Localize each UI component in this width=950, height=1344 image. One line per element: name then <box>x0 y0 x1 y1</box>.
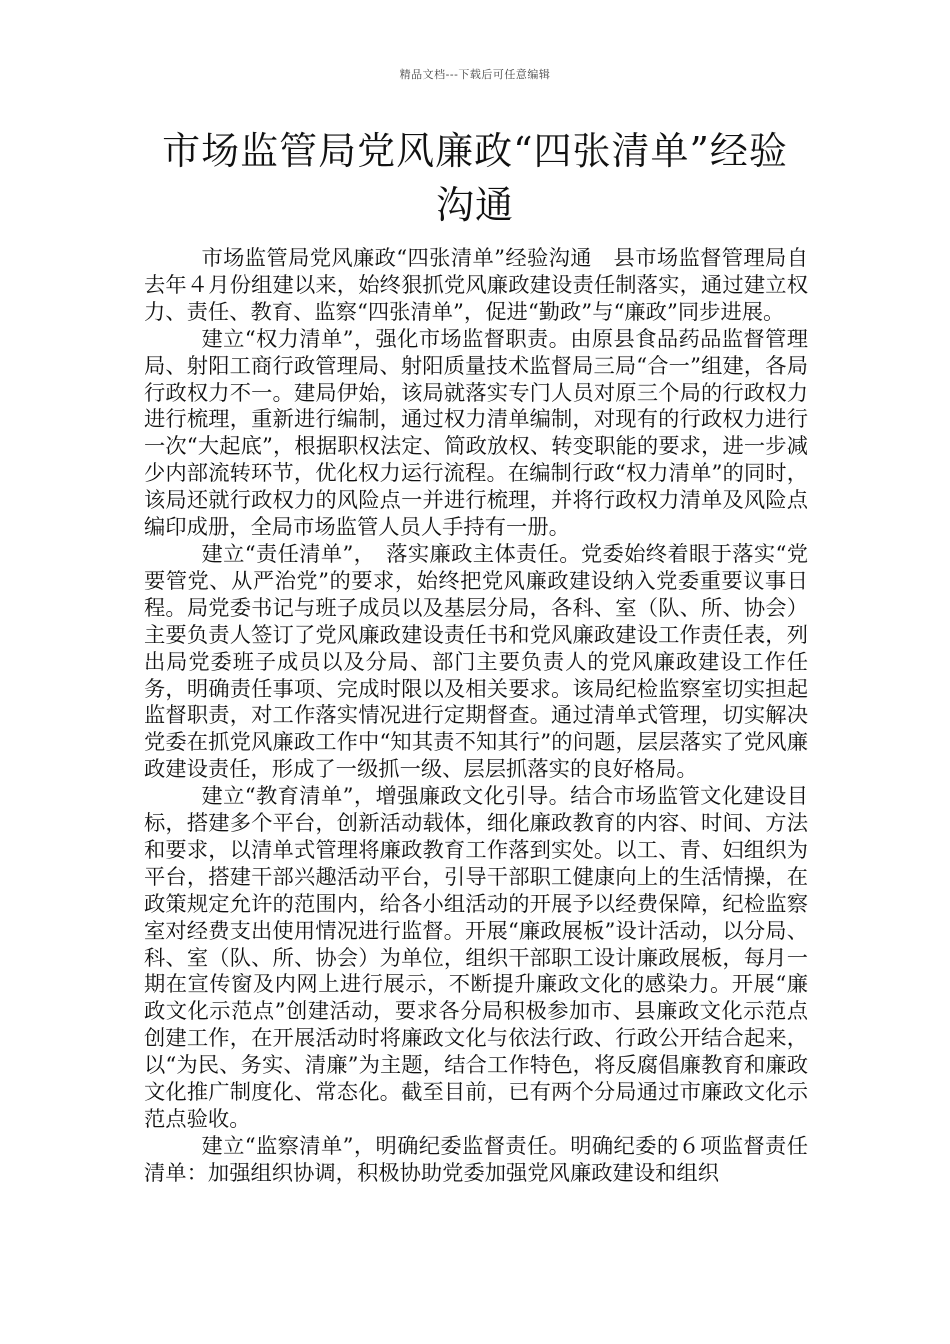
paragraph-education-list: 建立“教育清单”，增强廉政文化引导。结合市场监管文化建设目标，搭建多个平台，创新活动载体，细化廉政教育的内容、时间、方法和要求，以清单式管理将廉政教育工作落到实处。以工、青、妇组织为平台，搭建干部兴趣活动平台，引导干部职工健康向上的生活情操，在政策规定允许的范围内，给各小组活动的开展予以经费保障，纪检监察室对经费支出使用情况进行监督。开展“廉政展板”设计活动，以分局、科、室（队、所、协会）为单位，组织干部职工设计廉政展板，每月一期在宣传窗及内网上进行展示，不断提升廉政文化的感染力。开展“廉政文化示范点”创建活动，要求各分局积极参加市、县廉政文化示范点创建工作，在开展活动时将廉政文化与依法行政、行政公开结合起来，以“为民、务实、清廉”为主题，结合工作特色，将反腐倡廉教育和廉政文化推广制度化、常态化。截至目前，已有两个分局通过市廉政文化示范点验收。 <box>144 784 808 1132</box>
document-body <box>144 246 808 1188</box>
header-note: 精品文档---下载后可任意编辑 <box>399 68 551 81</box>
paragraph-intro: 市场监管局党风廉政“四张清单”经验沟通 县市场监督管理局自去年４月份组建以来，始终狠抓党风廉政建设责任制落实，通过建立权力、责任、教育、监察“四张清单”，促进“勤政”与“廉政”同步进展。 <box>144 246 808 325</box>
paragraph-supervision-list: 建立“监察清单”，明确纪委监督责任。明确纪委的６项监督责任清单：加强组织协调，积极协助党委加强党风廉政建设和组织 <box>144 1133 808 1186</box>
document-title: 市场监管局党风廉政“四张清单”经验沟通 <box>162 129 788 227</box>
paragraph-responsibility-list: 建立“责任清单”， 落实廉政主体责任。党委始终着眼于落实“党要管党、从严治党”的要求，始终把党风廉政建设纳入党委重要议事日程。局党委书记与班子成员以及基层分局，各科、室（队、所、协会）主要负责人签订了党风廉政建设责任书和党风廉政建设工作责任表，列出局党委班子成员以及分局、部门主要负责人的党风廉政建设工作任务，明确责任事项、完成时限以及相关要求。该局纪检监察室切实担起监督职责，对工作落实情况进行定期督查。通过清单式管理，切实解决党委在抓党风廉政工作中“知其责不知其行”的问题，层层落实了党风廉政建设责任，形成了一级抓一级、层层抓落实的良好格局。 <box>144 541 808 783</box>
paragraph-power-list: 建立“权力清单”，强化市场监督职责。由原县食品药品监督管理局、射阳工商行政管理局、射阳质量技术监督局三局“合一”组建，各局行政权力不一。建局伊始，该局就落实专门人员对原三个局的行政权力进行梳理，重新进行编制，通过权力清单编制，对现有的行政权力进行一次“大起底”，根据职权法定、简政放权、转变职能的要求，进一步减少内部流转环节，优化权力运行流程。在编制行政“权力清单”的同时，该局还就行政权力的风险点一并进行梳理，并将行政权力清单及风险点编印成册，全局市场监管人员人手持有一册。 <box>144 326 808 541</box>
